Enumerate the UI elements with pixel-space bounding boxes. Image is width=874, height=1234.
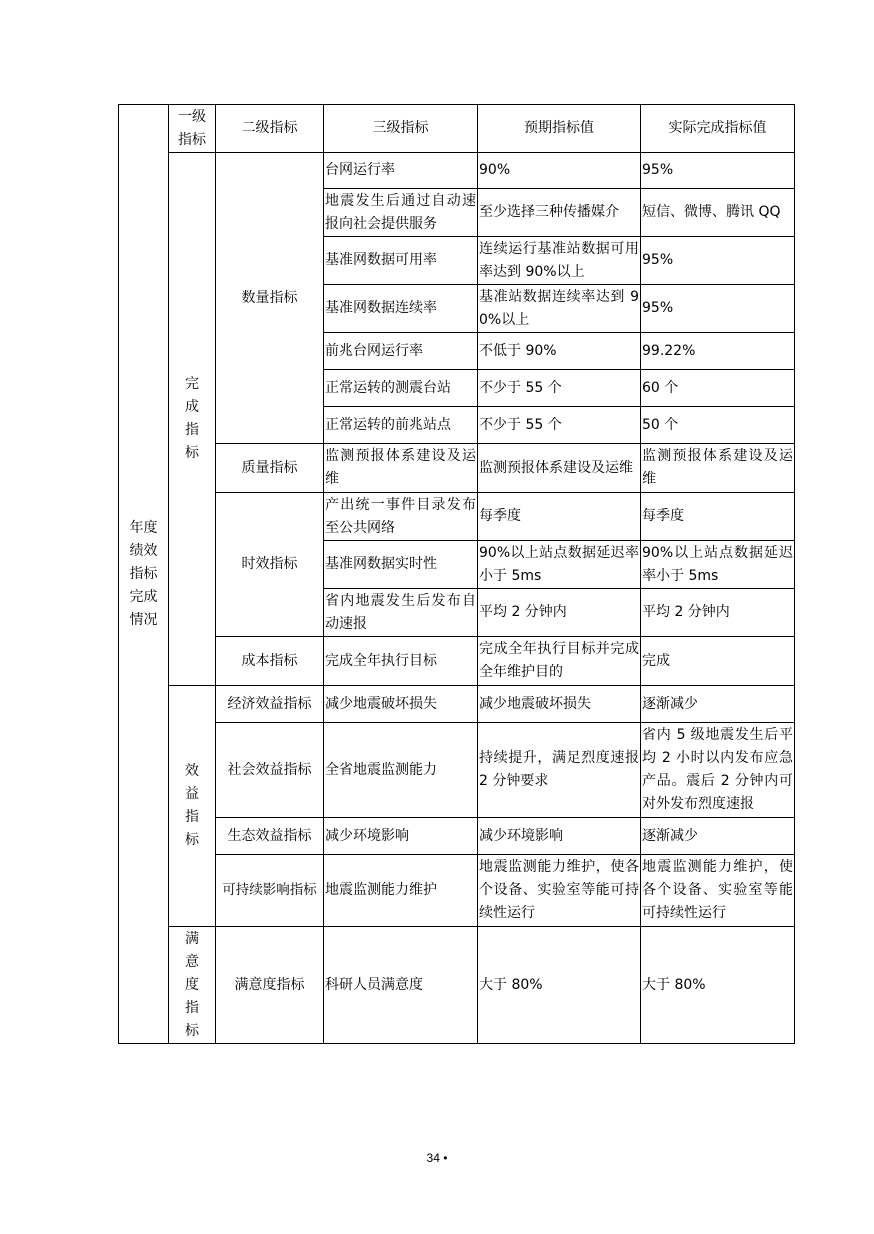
level3-cell: 减少地震破坏损失	[324, 686, 478, 723]
table-row	[119, 855, 795, 927]
level3-cell: 基准网数据连续率	[324, 285, 478, 333]
level2-cell: 经济效益指标	[216, 686, 324, 723]
table-row	[119, 818, 795, 855]
level3-cell: 减少环境影响	[324, 818, 478, 855]
header-level2: 二级指标	[216, 105, 324, 153]
section-label-cell: 年度 绩效 指标 完成 情况	[119, 105, 169, 1044]
expected-cell: 至少选择三种传播媒介	[478, 189, 641, 237]
actual-cell: 逐渐减少	[641, 818, 795, 855]
expected-cell: 90%	[478, 153, 641, 189]
expected-cell: 减少地震破坏损失	[478, 686, 641, 723]
level3-cell: 省内地震发生后发布自动速报	[324, 589, 478, 637]
level3-cell: 完成全年执行目标	[324, 637, 478, 686]
expected-cell: 持续提升，满足烈度速报 2 分钟要求	[478, 723, 641, 818]
actual-cell: 地震监测能力维护，使各个设备、实验室等能可持续性运行	[641, 855, 795, 927]
page-footer	[0, 1151, 874, 1165]
level3-cell: 台网运行率	[324, 153, 478, 189]
expected-cell: 完成全年执行目标并完成全年维护目的	[478, 637, 641, 686]
actual-cell: 完成	[641, 637, 795, 686]
level2-cell: 成本指标	[216, 637, 324, 686]
actual-cell: 大于 80%	[641, 927, 795, 1044]
expected-cell: 不低于 90%	[478, 333, 641, 370]
level3-cell: 正常运转的前兆站点	[324, 407, 478, 444]
actual-cell: 逐渐减少	[641, 686, 795, 723]
expected-cell: 不少于 55 个	[478, 407, 641, 444]
table-row	[119, 686, 795, 723]
actual-cell: 监测预报体系建设及运维	[641, 444, 795, 493]
level3-cell: 监测预报体系建设及运维	[324, 444, 478, 493]
level3-cell: 全省地震监测能力	[324, 723, 478, 818]
page-number: 34	[426, 1151, 440, 1165]
level2-cell: 质量指标	[216, 444, 324, 493]
table-row	[119, 723, 795, 818]
header-actual: 实际完成指标值	[641, 105, 795, 153]
performance-table	[118, 104, 795, 1044]
actual-cell: 95%	[641, 237, 795, 285]
table-row	[119, 927, 795, 1044]
expected-cell: 减少环境影响	[478, 818, 641, 855]
table-row	[119, 493, 795, 541]
actual-cell: 60 个	[641, 370, 795, 407]
actual-cell: 每季度	[641, 493, 795, 541]
expected-cell: 基准站数据连续率达到 90%以上	[478, 285, 641, 333]
table-row	[119, 153, 795, 189]
level2-cell: 数量指标	[216, 153, 324, 444]
actual-cell: 50 个	[641, 407, 795, 444]
expected-cell: 大于 80%	[478, 927, 641, 1044]
level3-cell: 前兆台网运行率	[324, 333, 478, 370]
table-row	[119, 637, 795, 686]
expected-cell: 连续运行基准站数据可用率达到 90%以上	[478, 237, 641, 285]
actual-cell: 95%	[641, 285, 795, 333]
header-level1: 一级 指标	[169, 105, 216, 153]
actual-cell: 平均 2 分钟内	[641, 589, 795, 637]
expected-cell: 地震监测能力维护，使各个设备、实验室等能可持续性运行	[478, 855, 641, 927]
level2-cell: 可持续影响指标	[216, 855, 324, 927]
expected-cell: 90%以上站点数据延迟率小于 5ms	[478, 541, 641, 589]
level3-cell: 地震发生后通过自动速报向社会提供服务	[324, 189, 478, 237]
actual-cell: 短信、微博、腾讯 QQ	[641, 189, 795, 237]
level2-cell: 满意度指标	[216, 927, 324, 1044]
expected-cell: 不少于 55 个	[478, 370, 641, 407]
level3-cell: 基准网数据实时性	[324, 541, 478, 589]
level2-cell: 时效指标	[216, 493, 324, 637]
header-row	[119, 105, 795, 153]
expected-cell: 监测预报体系建设及运维	[478, 444, 641, 493]
actual-cell: 省内 5 级地震发生后平均 2 小时以内发布应急产品。震后 2 分钟内可对外发布烈度速报	[641, 723, 795, 818]
level3-cell: 正常运转的测震台站	[324, 370, 478, 407]
actual-cell: 99.22%	[641, 333, 795, 370]
level3-cell: 基准网数据可用率	[324, 237, 478, 285]
level2-cell: 生态效益指标	[216, 818, 324, 855]
table-row	[119, 444, 795, 493]
level3-cell: 产出统一事件目录发布至公共网络	[324, 493, 478, 541]
level3-cell: 地震监测能力维护	[324, 855, 478, 927]
level1-cell-benefit: 效 益 指 标	[169, 686, 216, 927]
actual-cell: 95%	[641, 153, 795, 189]
header-expected: 预期指标值	[478, 105, 641, 153]
level3-cell: 科研人员满意度	[324, 927, 478, 1044]
level2-cell: 社会效益指标	[216, 723, 324, 818]
bullet-icon: •	[443, 1151, 448, 1165]
level1-cell-completion: 完 成 指 标	[169, 153, 216, 686]
expected-cell: 每季度	[478, 493, 641, 541]
actual-cell: 90%以上站点数据延迟率小于 5ms	[641, 541, 795, 589]
level1-cell-satisfaction: 满 意 度 指 标	[169, 927, 216, 1044]
header-level3: 三级指标	[324, 105, 478, 153]
expected-cell: 平均 2 分钟内	[478, 589, 641, 637]
